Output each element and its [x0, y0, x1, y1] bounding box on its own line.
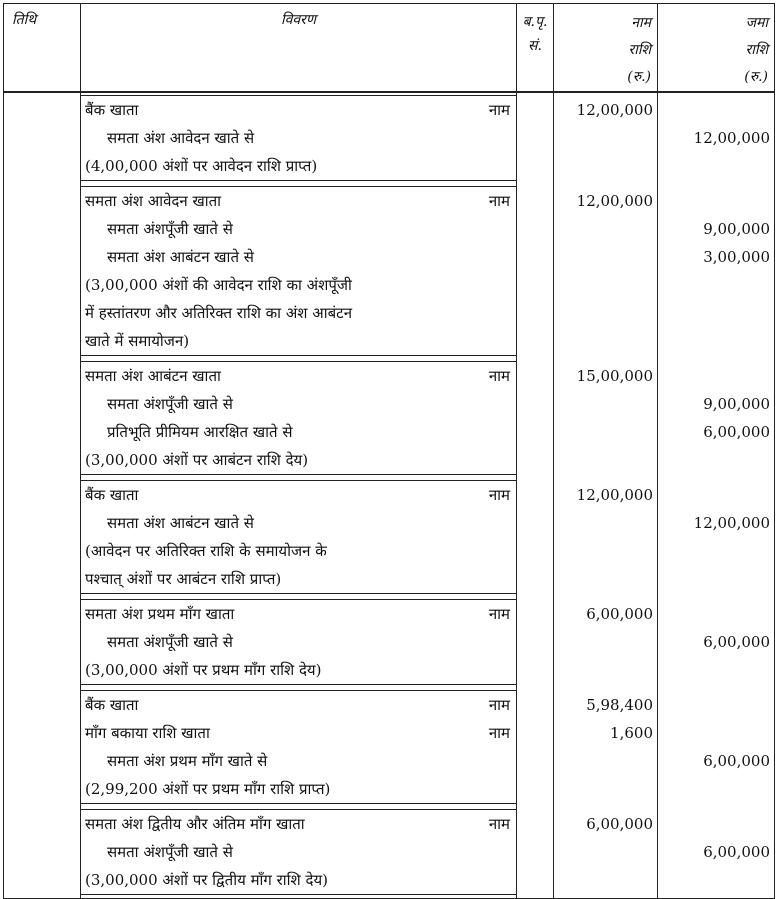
- debit-amount: [554, 152, 657, 180]
- debit-amount: [554, 509, 657, 537]
- entry-line-text: बैंक खाता: [85, 486, 139, 504]
- credit-amount: 6,00,000: [703, 752, 770, 770]
- debit-amount: [554, 628, 657, 656]
- debit-amount: [554, 747, 657, 775]
- entry-particulars-box: [81, 95, 516, 181]
- entry-debit-cell: [554, 92, 658, 184]
- entry-line: [81, 719, 516, 747]
- entry-date-cell: [4, 359, 81, 478]
- entry-line-text: (2,99,200 अंशों पर प्रथम माँग राशि प्राप्त): [85, 780, 331, 798]
- credit-amount: [658, 481, 774, 509]
- entry-particulars-box: [81, 809, 516, 895]
- entry-line-text: समता अंश आबंटन खाते से: [107, 248, 254, 266]
- entry-line: [81, 656, 516, 684]
- journal-entry: [4, 597, 775, 688]
- entry-particulars-cell: [81, 807, 517, 899]
- credit-amount: 3,00,000: [703, 248, 770, 266]
- entry-line: [81, 271, 516, 299]
- entry-line: [81, 96, 516, 124]
- entry-particulars-cell: [81, 184, 517, 359]
- entry-line-text: (3,00,000 अंशों पर द्वितीय माँग राशि देय): [85, 871, 329, 889]
- entry-credit-cell: [658, 92, 775, 184]
- credit-amount: [658, 327, 774, 355]
- entry-particulars-box: [81, 690, 516, 804]
- credit-amount: 9,00,000: [703, 220, 770, 238]
- entry-line: [81, 362, 516, 390]
- credit-amount: [658, 600, 774, 628]
- header-credit: जमा राशि (रु.): [658, 4, 775, 93]
- entry-credit-cell: [658, 478, 775, 597]
- entry-line-text: (4,00,000 अंशों पर आवेदन राशि प्राप्त): [85, 157, 318, 175]
- credit-amount: [658, 866, 774, 894]
- debit-amount: [554, 838, 657, 866]
- debit-amount: [554, 537, 657, 565]
- journal-entry: [4, 807, 775, 899]
- debit-amount: [554, 215, 657, 243]
- debit-mark: नाम: [488, 696, 510, 714]
- entry-date-cell: [4, 597, 81, 688]
- entry-line: [81, 124, 516, 152]
- debit-mark: नाम: [488, 192, 510, 210]
- debit-amount: [554, 565, 657, 593]
- entry-line: [81, 481, 516, 509]
- entry-particulars-cell: [81, 478, 517, 597]
- header-particulars: विवरण: [81, 4, 517, 93]
- credit-amount: [658, 446, 774, 474]
- debit-amount: [554, 656, 657, 684]
- credit-amount: [658, 656, 774, 684]
- credit-amount: 6,00,000: [703, 843, 770, 861]
- entry-credit-cell: [658, 597, 775, 688]
- credit-amount: [658, 187, 774, 215]
- entry-line-text: माँग बकाया राशि खाता: [85, 724, 210, 742]
- entry-debit-cell: [554, 359, 658, 478]
- journal-entry: [4, 92, 775, 184]
- entry-date-cell: [4, 478, 81, 597]
- entry-lf-cell: [517, 597, 554, 688]
- entry-debit-cell: [554, 807, 658, 899]
- journal-body: [4, 92, 775, 899]
- entry-line: [81, 565, 516, 593]
- debit-amount: [554, 390, 657, 418]
- credit-amount: [658, 810, 774, 838]
- credit-amount: [658, 565, 774, 593]
- entry-particulars-cell: [81, 92, 517, 184]
- entry-line: [81, 747, 516, 775]
- credit-amount: 12,00,000: [693, 514, 770, 532]
- entry-line: [81, 299, 516, 327]
- header-row: [4, 4, 775, 93]
- entry-line-text: समता अंश द्वितीय और अंतिम माँग खाता: [85, 815, 305, 833]
- entry-line: [81, 509, 516, 537]
- debit-amount: [554, 327, 657, 355]
- entry-line-text: समता अंशपूँजी खाते से: [107, 395, 233, 413]
- entry-debit-cell: [554, 597, 658, 688]
- debit-amount: [554, 243, 657, 271]
- debit-amount: [554, 271, 657, 299]
- debit-mark: नाम: [488, 486, 510, 504]
- credit-amount: [658, 691, 774, 719]
- debit-amount: [554, 866, 657, 894]
- debit-amount: [554, 124, 657, 152]
- entry-line: [81, 418, 516, 446]
- entry-line: [81, 327, 516, 355]
- entry-line-text: में हस्तांतरण और अतिरिक्त राशि का अंश आबंटन: [85, 304, 353, 322]
- entry-particulars-box: [81, 599, 516, 685]
- entry-particulars-box: [81, 186, 516, 356]
- credit-amount: 6,00,000: [703, 423, 770, 441]
- entry-particulars-cell: [81, 597, 517, 688]
- entry-date-cell: [4, 688, 81, 807]
- debit-mark: नाम: [488, 815, 510, 833]
- debit-mark: नाम: [488, 724, 510, 742]
- entry-line-text: समता अंश आबंटन खाता: [85, 367, 221, 385]
- entry-line-text: समता अंश प्रथम माँग खाते से: [107, 752, 268, 770]
- debit-amount: [554, 418, 657, 446]
- entry-credit-cell: [658, 688, 775, 807]
- journal-entry: [4, 359, 775, 478]
- credit-amount: [658, 362, 774, 390]
- debit-mark: नाम: [488, 101, 510, 119]
- debit-amount: 12,00,000: [576, 101, 653, 119]
- entry-line-text: (आवेदन पर अतिरिक्त राशि के समायोजन के: [85, 542, 327, 560]
- debit-amount: [554, 299, 657, 327]
- entry-debit-cell: [554, 478, 658, 597]
- credit-amount: [658, 152, 774, 180]
- debit-amount: [554, 446, 657, 474]
- debit-mark: नाम: [488, 605, 510, 623]
- credit-amount: [658, 96, 774, 124]
- entry-line-text: पश्चात् अंशों पर आबंटन राशि प्राप्त): [85, 570, 282, 588]
- entry-credit-cell: [658, 359, 775, 478]
- journal-entry: [4, 184, 775, 359]
- entry-debit-cell: [554, 184, 658, 359]
- header-lf: ब.पृ. सं.: [517, 4, 554, 93]
- entry-date-cell: [4, 184, 81, 359]
- entry-line: [81, 537, 516, 565]
- debit-amount: 12,00,000: [576, 486, 653, 504]
- entry-line-text: खाते में समायोजन): [85, 332, 190, 350]
- entry-line-text: समता अंशपूँजी खाते से: [107, 843, 233, 861]
- entry-lf-cell: [517, 478, 554, 597]
- entry-lf-cell: [517, 92, 554, 184]
- debit-amount: 6,00,000: [586, 605, 653, 623]
- entry-line-text: प्रतिभूति प्रीमियम आरक्षित खाते से: [107, 423, 293, 441]
- credit-amount: [658, 719, 774, 747]
- debit-amount: 15,00,000: [576, 367, 653, 385]
- entry-line: [81, 215, 516, 243]
- entry-line-text: (3,00,000 अंशों पर प्रथम माँग राशि देय): [85, 661, 322, 679]
- entry-line: [81, 446, 516, 474]
- credit-amount: 9,00,000: [703, 395, 770, 413]
- entry-line-text: समता अंश आवेदन खाता: [85, 192, 222, 210]
- debit-amount: 12,00,000: [576, 192, 653, 210]
- header-date: तिथि: [4, 4, 81, 93]
- debit-amount: 6,00,000: [586, 815, 653, 833]
- entry-lf-cell: [517, 184, 554, 359]
- credit-amount: [658, 537, 774, 565]
- entry-line-text: समता अंश प्रथम माँग खाता: [85, 605, 235, 623]
- entry-line-text: (3,00,000 अंशों पर आबंटन राशि देय): [85, 451, 309, 469]
- header-debit: नाम राशि (रु.): [554, 4, 658, 93]
- entry-line: [81, 691, 516, 719]
- entry-line: [81, 866, 516, 894]
- credit-amount: 6,00,000: [703, 633, 770, 651]
- entry-credit-cell: [658, 807, 775, 899]
- debit-amount: 1,600: [610, 724, 653, 742]
- entry-line-text: समता अंशपूँजी खाते से: [107, 633, 233, 651]
- entry-line: [81, 628, 516, 656]
- entry-line: [81, 838, 516, 866]
- entry-line-text: समता अंश आबंटन खाते से: [107, 514, 254, 532]
- entry-debit-cell: [554, 688, 658, 807]
- entry-particulars-box: [81, 480, 516, 594]
- entry-line: [81, 187, 516, 215]
- journal-entry: [4, 688, 775, 807]
- entry-line: [81, 810, 516, 838]
- credit-amount: [658, 271, 774, 299]
- entry-particulars-cell: [81, 688, 517, 807]
- entry-line-text: समता अंशपूँजी खाते से: [107, 220, 233, 238]
- entry-line-text: समता अंश आवेदन खाते से: [107, 129, 255, 147]
- credit-amount: [658, 299, 774, 327]
- entry-lf-cell: [517, 807, 554, 899]
- entry-date-cell: [4, 92, 81, 184]
- journal-entry: [4, 478, 775, 597]
- entry-lf-cell: [517, 688, 554, 807]
- entry-line-text: बैंक खाता: [85, 101, 139, 119]
- entry-lf-cell: [517, 359, 554, 478]
- entry-particulars-box: [81, 361, 516, 475]
- entry-line-text: (3,00,000 अंशों की आवेदन राशि का अंशपूँजी: [85, 276, 352, 294]
- credit-amount: [658, 775, 774, 803]
- debit-amount: [554, 775, 657, 803]
- entry-particulars-cell: [81, 359, 517, 478]
- entry-line: [81, 152, 516, 180]
- journal-table: [3, 3, 775, 899]
- entry-line: [81, 243, 516, 271]
- debit-amount: 5,98,400: [586, 696, 653, 714]
- entry-line-text: बैंक खाता: [85, 696, 139, 714]
- credit-amount: 12,00,000: [693, 129, 770, 147]
- entry-date-cell: [4, 807, 81, 899]
- debit-mark: नाम: [488, 367, 510, 385]
- entry-line: [81, 775, 516, 803]
- entry-line: [81, 390, 516, 418]
- entry-credit-cell: [658, 184, 775, 359]
- entry-line: [81, 600, 516, 628]
